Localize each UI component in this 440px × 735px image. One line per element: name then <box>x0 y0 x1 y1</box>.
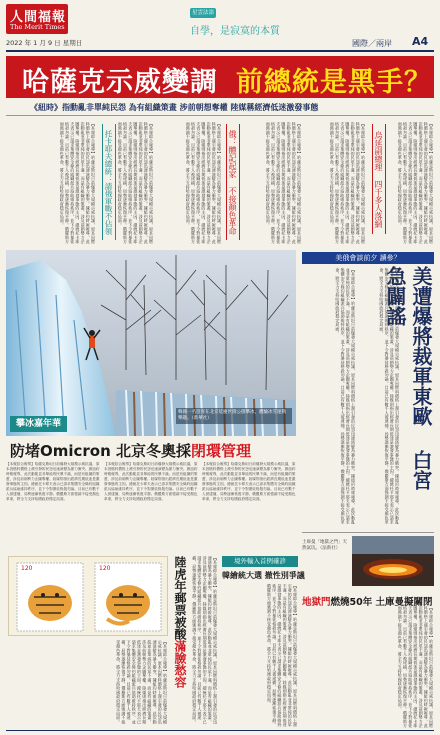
slogan: 自學，是寂寞的本質 <box>190 26 280 37</box>
korea-headline: 韓繪統大選 撤性別爭議 <box>222 571 305 580</box>
us-body: 【本報綜合報導】哈薩克斯坦日前爆發大規模示威抗議，原本因燃料價格上漲引發的民怨迅速演變為暴力衝突。據紐約時報報導，此次動亂並非單純的民眾不滿，而是有組織的策畫，涉及前朝勢力企圖奪權。陸媒則指出經濟長期低迷是激發事態的主因。總統托卡耶夫表示已請求集體安全條約組織派兵協助維持秩序，並下令對暴徒格殺勿論。目前已有數千人被逮捕，局勢逐漸恢復平靜。俄羅斯方面強調不接受顏色革命，將全力支持哈國政府穩定局面。 <box>379 268 400 525</box>
stamp-art <box>9 557 169 637</box>
main-deck: 《紐時》指動亂非單純民怨 為有組織策畫 涉前朝想奪權 陸媒稱經濟低迷激發事態 <box>30 103 319 112</box>
photo-label-text: 攀冰嘉年華 <box>16 419 62 429</box>
masthead-rule <box>6 50 434 52</box>
hell-body: 【本報綜合報導】哈薩克斯坦日前爆發大規模示威抗議，原本因燃料價格上漲引發的民怨迅速演變為暴力衝突。據紐約時報報導，此次動亂並非單純的民眾不滿，而是有組織的策畫，涉及前朝勢力企圖奪權。陸媒則指出經濟長期低迷是激發事態的主因。總統托卡耶夫表示已請求集體安全條約組織派兵協助維持秩序，並下令對暴徒格殺勿論。目前已有數千人被逮捕，局勢逐漸恢復平靜。俄羅斯方面強調不接受顏色革命，將全力支持哈國政府穩定局面。 <box>397 606 434 728</box>
hell-headline-b: 燃燒50年 土庫曼擬關閉 <box>330 597 433 608</box>
body-column: 【本報綜合報導】哈薩克斯坦日前爆發大規模示威抗議，原本因燃料價格上漲引發的民怨迅速演變為暴力衝突。據紐約時報報導，此次動亂並非單純的民眾不滿，而是有組織的策畫，涉及前朝勢力企圖奪權。陸媒則指出經濟長期低迷是激發事態的主因。總統托卡耶夫表示已請求集體安全條約組織派兵協助維持秩序，並下令對暴徒格殺勿論。目前已有數千人被逮捕，局勢逐漸恢復平靜。俄羅斯方面強調不接受顏色革命，將全力支持哈國政府穩定局面。 <box>329 122 366 244</box>
deck-rule <box>6 115 434 116</box>
photo-caption: 韓國一名遊客在北京延慶世園公園攀冰，體驗冰雪運動樂趣。（新華社） <box>176 408 292 424</box>
slogan-tag: 星雲法語 <box>191 10 214 16</box>
us-headline: 美遭爆將裁軍東歐 白宮急闢謠 <box>383 266 433 490</box>
hell-headline-a: 地獄門 <box>302 597 331 608</box>
stamp-image <box>8 556 168 636</box>
omicron-headline <box>10 440 300 461</box>
logo-text: 人間福報 <box>10 10 67 25</box>
page-number: A4 <box>412 35 429 48</box>
masthead <box>0 0 440 52</box>
hell-gate-photo <box>352 536 434 586</box>
side-head-3: 托卡耶夫總統：請俄軍戰不佔領 <box>102 124 116 240</box>
body-column: 【本報綜合報導】哈薩克斯坦日前爆發大規模示威抗議，原本因燃料價格上漲引發的民怨迅速演變為暴力衝突。據紐約時報報導，此次動亂並非單純的民眾不滿，而是有組織的策畫，涉及前朝勢力企圖奪權。陸媒則指出經濟長期低迷是激發事態的主因。總統托卡耶夫表示已請求集體安全條約組織派兵協助維持秩序，並下令對暴徒格殺勿論。目前已有數千人被逮捕，局勢逐漸恢復平靜。俄羅斯方面強調不接受顏色革命，將全力支持哈國政府穩定局面。 <box>265 122 302 244</box>
hell-gate-art <box>352 536 434 586</box>
main-body-columns <box>6 118 434 248</box>
issue-date: 2022 年 1 月 9 日 星期日 <box>6 39 83 47</box>
page-bottom-rule <box>6 730 434 731</box>
photo-label <box>10 416 67 432</box>
stamp-headline <box>172 556 188 726</box>
us-rule <box>302 532 434 533</box>
omicron-headline-a: 防堵Omicron 北京冬奧採 <box>10 442 192 460</box>
section-name: 國際／兩岸 <box>352 39 392 48</box>
logo-english: The Merit Times <box>10 23 65 31</box>
stamp-body: 【本報綜合報導】哈薩克斯坦日前爆發大規模示威抗議，原本因燃料價格上漲引發的民怨迅速演變為暴力衝突。據紐約時報報導，此次動亂並非單純的民眾不滿，而是有組織的策畫，涉及前朝勢力企圖奪權。陸媒則指出經濟長期低迷是激發事態的主因。總統托卡耶夫表示已請求集體安全條約組織派兵協助維持秩序，並下令對暴徒格殺勿論。目前已有數千人被逮捕，局勢逐漸恢復平靜。俄羅斯方面強調不接受顏色革命，將全力支持哈國政府穩定局面。 <box>116 640 168 724</box>
omicron-col: 【本報綜合報導】哈薩克斯坦日前爆發大規模示威抗議，原本因燃料價格上漲引發的民怨迅速演變為暴力衝突。據紐約時報報導，此次動亂並非單純的民眾不滿，而是有組織的策畫，涉及前朝勢力企圖奪權。陸媒則指出經濟長期低迷是激發事態的主因。總統托卡耶夫表示已請求集體安全條約組織派兵協助維持秩序，並下令對暴徒格殺勿論。目前已有數千人被逮捕，局勢逐漸恢復平靜。俄羅斯方面強調不接受顏色革命，將全力支持哈國政府穩定局面。 <box>104 462 198 501</box>
stamp-headline-c: 滿臉愁容 <box>173 640 187 688</box>
side-head-2: 俄：體記起家 不接顏色革命 <box>226 124 240 240</box>
omicron-headline-b: 閉環管理 <box>191 442 252 460</box>
ice-climbing-photo <box>6 250 296 436</box>
korea-kicker: 境外輸入首例確診 <box>222 556 298 567</box>
body-column: 【本報綜合報導】哈薩克斯坦日前爆發大規模示威抗議，原本因燃料價格上漲引發的民怨迅速演變為暴力衝突。據紐約時報報導，此次動亂並非單純的民眾不滿，而是有組織的策畫，涉及前朝勢力企圖奪權。陸媒則指出經濟長期低迷是激發事態的主因。總統托卡耶夫表示已請求集體安全條約組織派兵協助維持秩序，並下令對暴徒格殺勿論。目前已有數千人被逮捕，局勢逐漸恢復平靜。俄羅斯方面強調不接受顏色革命，將全力支持哈國政府穩定局面。 <box>397 122 434 244</box>
omicron-col: 【本報綜合報導】哈薩克斯坦日前爆發大規模示威抗議，原本因燃料價格上漲引發的民怨迅速演變為暴力衝突。據紐約時報報導，此次動亂並非單純的民眾不滿，而是有組織的策畫，涉及前朝勢力企圖奪權。陸媒則指出經濟長期低迷是激發事態的主因。總統托卡耶夫表示已請求集體安全條約組織派兵協助維持秩序，並下令對暴徒格殺勿論。目前已有數千人被逮捕，局勢逐漸恢復平靜。俄羅斯方面強調不接受顏色革命，將全力支持哈國政府穩定局面。 <box>202 462 296 501</box>
stamp-headline-a: 陸虎年郵票 <box>173 556 187 616</box>
us-kicker: 美俄會談前夕 讀參？ <box>302 252 434 264</box>
stamp-value-1: 120 <box>21 565 33 572</box>
hell-caption: 土庫曼「地獄之門」天然氣坑。（法新社） <box>302 540 347 551</box>
body-column: 【本報綜合報導】哈薩克斯坦日前爆發大規模示威抗議，原本因燃料價格上漲引發的民怨迅速演變為暴力衝突。據紐約時報報導，此次動亂並非單純的民眾不滿，而是有組織的策畫，涉及前朝勢力企圖奪權。陸媒則指出經濟長期低迷是激發事態的主因。總統托卡耶夫表示已請求集體安全條約組織派兵協助維持秩序，並下令對暴徒格殺勿論。目前已有數千人被逮捕，局勢逐漸恢復平靜。俄羅斯方面強調不接受顏色革命，將全力支持哈國政府穩定局面。 <box>185 122 222 244</box>
masthead-logo <box>6 4 68 34</box>
main-headline-a: 哈薩克示威變調 <box>22 67 218 98</box>
korea-body: 【本報綜合報導】哈薩克斯坦日前爆發大規模示威抗議，原本因燃料價格上漲引發的民怨迅速演變為暴力衝突。據紐約時報報導，此次動亂並非單純的民眾不滿，而是有組織的策畫，涉及前朝勢力企圖奪權。陸媒則指出經濟長期低迷是激發事態的主因。總統托卡耶夫表示已請求集體安全條約組織派兵協助維持秩序，並下令對暴徒格殺勿論。目前已有數千人被逮捕，局勢逐漸恢復平靜。俄羅斯方面強調不接受顏色革命，將全力支持哈國政府穩定局面。 <box>266 584 298 727</box>
us-body: 【本報綜合報導】哈薩克斯坦日前爆發大規模示威抗議，原本因燃料價格上漲引發的民怨迅速演變為暴力衝突。據紐約時報報導，此次動亂並非單純的民眾不滿，而是有組織的策畫，涉及前朝勢力企圖奪權。陸媒則指出經濟長期低迷是激發事態的主因。總統托卡耶夫表示已請求集體安全條約組織派兵協助維持秩序，並下令對暴徒格殺勿論。目前已有數千人被逮捕，局勢逐漸恢復平靜。俄羅斯方面強調不接受顏色革命，將全力支持哈國政府穩定局面。 <box>335 268 356 525</box>
stamp-headline-b: 被酸 <box>173 616 187 640</box>
omicron-col: 【本報綜合報導】哈薩克斯坦日前爆發大規模示威抗議，原本因燃料價格上漲引發的民怨迅速演變為暴力衝突。據紐約時報報導，此次動亂並非單純的民眾不滿，而是有組織的策畫，涉及前朝勢力企圖奪權。陸媒則指出經濟長期低迷是激發事態的主因。總統托卡耶夫表示已請求集體安全條約組織派兵協助維持秩序，並下令對暴徒格殺勿論。目前已有數千人被逮捕，局勢逐漸恢復平靜。俄羅斯方面強調不接受顏色革命，將全力支持哈國政府穩定局面。 <box>6 462 100 501</box>
body-column: 【本報綜合報導】哈薩克斯坦日前爆發大規模示威抗議，原本因燃料價格上漲引發的民怨迅速演變為暴力衝突。據紐約時報報導，此次動亂並非單純的民眾不滿，而是有組織的策畫，涉及前朝勢力企圖奪權。陸媒則指出經濟長期低迷是激發事態的主因。總統托卡耶夫表示已請求集體安全條約組織派兵協助維持秩序，並下令對暴徒格殺勿論。目前已有數千人被逮捕，局勢逐漸恢復平靜。俄羅斯方面強調不接受顏色革命，將全力支持哈國政府穩定局面。 <box>59 122 96 244</box>
stamp-side-body: 【本報綜合報導】哈薩克斯坦日前爆發大規模示威抗議，原本因燃料價格上漲引發的民怨迅速演變為暴力衝突。據紐約時報報導，此次動亂並非單純的民眾不滿，而是有組織的策畫，涉及前朝勢力企圖奪權。陸媒則指出經濟長期低迷是激發事態的主因。總統托卡耶夫表示已請求集體安全條約組織派兵協助維持秩序，並下令對暴徒格殺勿論。目前已有數千人被逮捕，局勢逐漸恢復平靜。俄羅斯方面強調不接受顏色革命，將全力支持哈國政府穩定局面。 <box>192 556 218 724</box>
omicron-body <box>6 462 298 550</box>
main-headline-b: 前總統是黑手？ <box>236 67 432 98</box>
body-column: 【本報綜合報導】哈薩克斯坦日前爆發大規模示威抗議，原本因燃料價格上漲引發的民怨迅速演變為暴力衝突。據紐約時報報導，此次動亂並非單純的民眾不滿，而是有組織的策畫，涉及前朝勢力企圖奪權。陸媒則指出經濟長期低迷是激發事態的主因。總統托卡耶夫表示已請求集體安全條約組織派兵協助維持秩序，並下令對暴徒格殺勿論。目前已有數千人被逮捕，局勢逐漸恢復平靜。俄羅斯方面強調不接受顏色革命，將全力支持哈國政府穩定局面。 <box>117 122 154 244</box>
stamp-value-2: 120 <box>99 565 111 572</box>
side-head-1: 烏延副總理 四千多人落網 <box>372 124 386 234</box>
